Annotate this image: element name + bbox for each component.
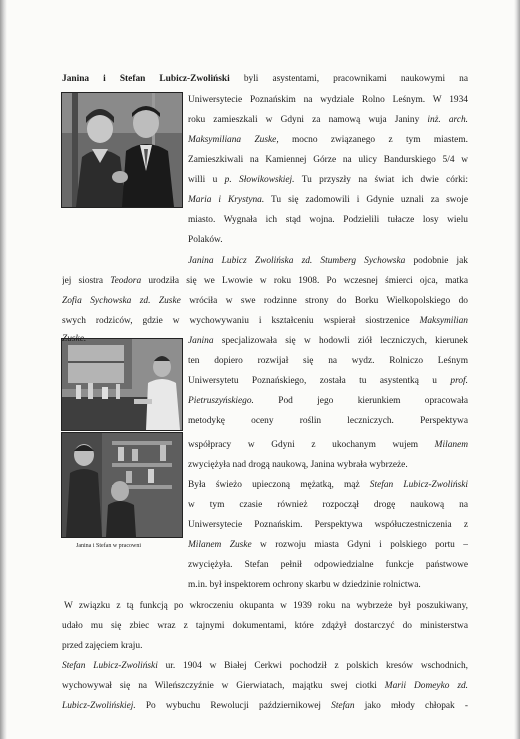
text-line: Była świeżo upieczoną mężatką, mąż Stefan Lubicz-Zwoliński <box>188 480 468 490</box>
text-line: W związku z tą funkcją po wkroczeniu okupanta w 1939 roku na wybrzeże był poszukiwany, <box>64 601 468 611</box>
text-line: udało mu się zbiec wraz z tajnymi dokumentami, które zdążył dostarczyć do ministerstwa <box>62 621 468 631</box>
text-line: swych rodziców, gdzie w wychowywaniu i kształceniu wspierał siostrzenice Maksymilian <box>62 316 468 326</box>
text-line: Uniwersytetu Poznańskiego, została tu asystentką u prof. <box>188 376 468 386</box>
text-line: miasto. Wygnała ich stąd wojna. Podzielili tułacze losy wielu <box>188 215 468 225</box>
text-line: Janina specjalizowała się w hodowli ziół leczniczych, kierunek <box>188 336 468 346</box>
text-line: Milanem Zuske w rozwoju miasta Gdyni i polskiego portu – <box>188 540 468 550</box>
photo-janina-stefan-portrait <box>61 92 183 208</box>
text-line: Stefan Lubicz-Zwoliński ur. 1904 w Białej Cerkwi pochodził z polskich kresów wschodnich, <box>62 661 468 671</box>
photo-laboratory <box>61 338 183 431</box>
text-line: Lubicz-Zwolińskiej. Po wybuchu Rewolucji październikowej Stefan jako młody chłopak - <box>62 701 468 711</box>
scan-edge-right <box>514 0 520 739</box>
text-line: Uniwersytecie Poznańskim na wydziale Rolno Leśnym. W 1934 <box>188 95 468 105</box>
text-line: współpracy w Gdyni z ukochanym wujem Milanem <box>188 440 468 450</box>
photo-workshop <box>61 432 183 538</box>
text-line: Maksymiliana Zuske, mocno związanego z tym miastem. <box>188 135 468 145</box>
text-line: zwyciężyła nad drogą naukową, Janina wybrała wybrzeże. <box>188 460 408 470</box>
photo-caption: Janina i Stefan w pracowni <box>76 543 141 549</box>
text-line: m.in. był inspektorem ochrony skarbu w dziedzinie rolnictwa. <box>188 580 421 590</box>
text-line: Janina i Stefan Lubicz-Zwoliński byli asystentami, pracownikami naukowymi na <box>62 74 468 84</box>
text-line: przed zajęciem kraju. <box>62 641 143 651</box>
text-line: Zuske. <box>62 334 87 344</box>
text-line: Maria i Krystyna. Tu się zadomowili i Gdynie uznali za swoje <box>188 195 468 205</box>
text-line: roku zamieszkali w Gdyni za namową wuja Janiny inż. arch. <box>188 115 468 125</box>
text-line: wychowywał się na Wileńszczyźnie w Gierwiatach, majątku swej ciotki Marii Domeyko zd. <box>62 681 468 691</box>
text-line: Janina Lubicz Zwolińska zd. Stumberg Sychowska podobnie jak <box>188 256 468 266</box>
text-line: w tym czasie również rozpoczął drogę naukową na <box>188 500 468 510</box>
scan-edge-left <box>0 0 7 739</box>
text-line: Zofia Sychowska zd. Zuske wróciła w swe rodzinne strony do Borku Wielkopolskiego do <box>62 296 468 306</box>
text-line: ten dopiero rozwijał się na wydz. Rolniczo Leśnym <box>188 356 468 366</box>
text-line: Zamieszkiwali na Kamiennej Górze na ulicy Bandurskiego 5/4 w <box>188 155 468 165</box>
text-line: willi u p. Słowikowskiej. Tu przyszły na świat ich dwie córki: <box>188 175 468 185</box>
text-line: Uniwersytecie Poznańskim. Perspektywa współuczestniczenia z <box>188 520 468 530</box>
text-line: Polaków. <box>188 235 223 245</box>
text-line: Pietruszyńskiego. Pod jego kierunkiem opracowała <box>188 396 468 406</box>
text-line: jej siostra Teodora urodziła się we Lwowie w roku 1908. Po wczesnej śmierci ojca, matka <box>62 276 468 286</box>
text-line: zwyciężyła. Stefan pełnił odpowiedzialne funkcje państwowe <box>188 560 468 570</box>
text-line: metodykę oceny roślin leczniczych. Perspektywa <box>188 416 468 426</box>
